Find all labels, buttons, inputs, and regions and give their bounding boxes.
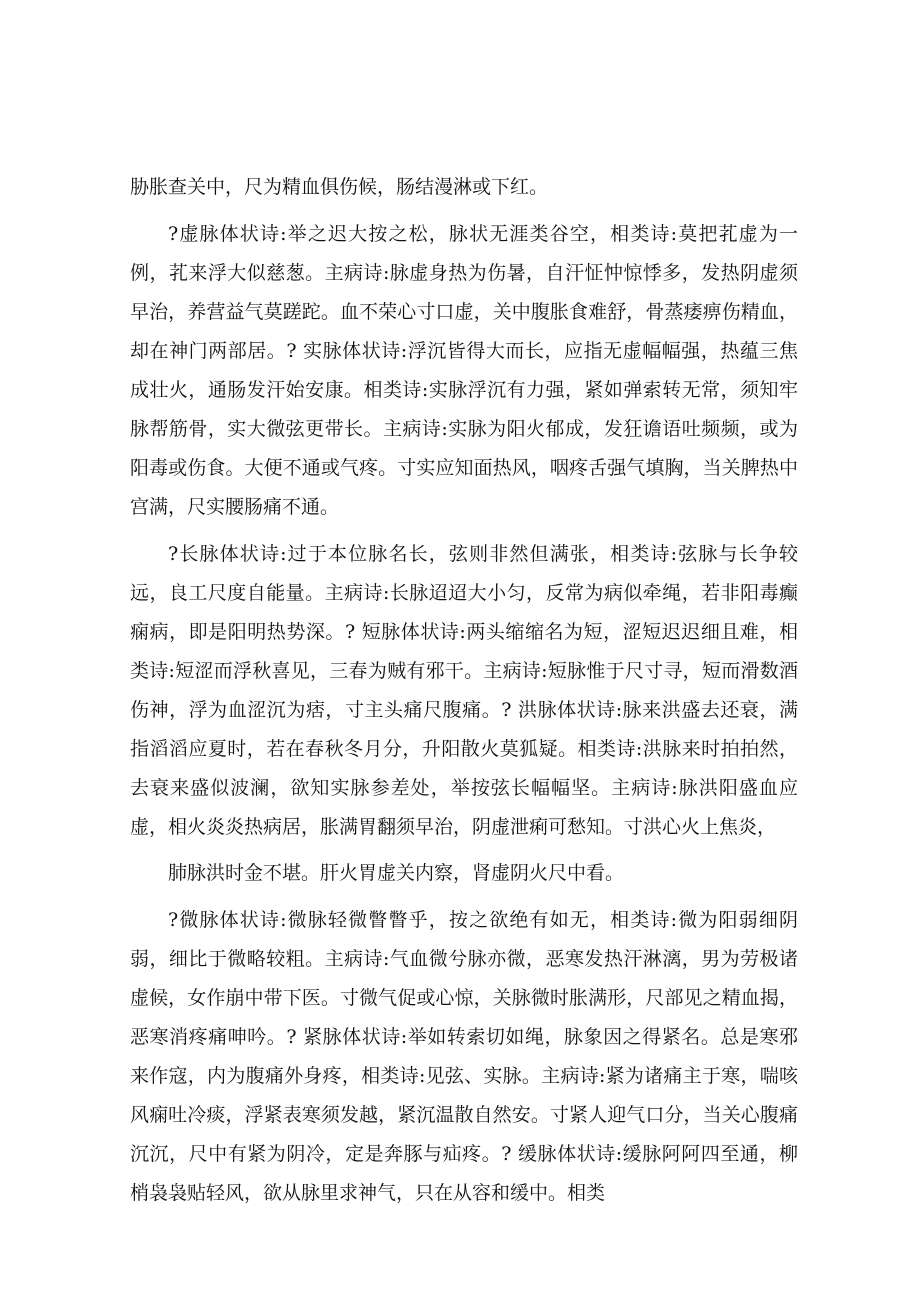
paragraph-long-short-flooding-pulse: ?长脉体状诗:过于本位脉名长，弦则非然但满张，相类诗:弦脉与长争较远，良工尺度自能量。主病诗:长脉迢迢大小匀，反常为病似牵绳，若非阳毒癫痫病，即是阳明热势深。? 短脉体状诗:两头缩缩名为短，涩短迟迟细且难，相类诗:短涩而浮秋喜见，三春为贼有邪干。主病诗:短脉惟于尺寸寻，短而滑数酒伤神，浮为血涩沉为痞，寸主头痛尺腹痛。? 洪脉体状诗:脉来洪盛去还衰，满指滔滔应夏时，若在春秋冬月分，升阳散火莫狐疑。相类诗:洪脉来时拍拍然，去衰来盛似波澜，欲知实脉参差处，举按弦长幅幅坚。主病诗:脉洪阳盛血应虚，相火炎炎热病居，胀满胃翻须早治，阴虚泄痢可愁知。寸洪心火上焦炎， [130,542,798,838]
body-text [130,168,798,1221]
paragraph-deficient-and-excess-pulse: ?虚脉体状诗:举之迟大按之松，脉状无涯类谷空，相类诗:莫把芤虚为一例，芤来浮大似慈葱。主病诗:脉虚身热为伤暑，自汗怔忡惊悸多，发热阴虚须早治，养营益气莫蹉跎。血不荣心寸口虚，关中腹胀食难舒，骨蒸痿痹伤精血，却在神门两部居。? 实脉体状诗:浮沉皆得大而长，应指无虚幅幅强，热蕴三焦成壮火，通肠发汗始安康。相类诗:实脉浮沉有力强，紧如弹索转无常，须知牢脉帮筋骨，实大微弦更带长。主病诗:实脉为阳火郁成，发狂谵语吐频频，或为阳毒或伤食。大便不通或气疼。寸实应知面热风，咽疼舌强气填胸，当关脾热中宫满，尺实腰肠痛不通。 [130,222,798,518]
paragraph-lung-liver-kidney: 肺脉洪时金不堪。肝火胃虚关内察，肾虚阴火尺中看。 [168,862,625,885]
paragraph-faint-tight-moderate-pulse: ?微脉体状诗:微脉轻微瞥瞥乎，按之欲绝有如无，相类诗:微为阳弱细阴弱，细比于微略较粗。主病诗:气血微兮脉亦微，恶寒发热汗淋漓，男为劳极诸虚候，女作崩中带下医。寸微气促或心惊，关脉微时胀满形，尺部见之精血揭，恶寒消疼痛呻吟。? 紧脉体状诗:举如转索切如绳，脉象因之得紧名。总是寒邪来作寇，内为腹痛外身疼，相类诗:见弦、实脉。主病诗:紧为诸痛主于寒，喘咳风痫吐冷痰，浮紧表寒须发越，紧沉温散自然安。寸紧人迎气口分，当关心腹痛沉沉，尺中有紧为阴冷，定是奔豚与疝疼。? 缓脉体状诗:缓脉阿阿四至通，柳梢袅袅贴轻风，欲从脉里求神气，只在从容和缓中。相类 [130,909,798,1205]
paragraph-continuation-lateral-rib: 胁胀查关中，尺为精血俱伤候，肠结漫淋或下红。 [130,176,549,198]
